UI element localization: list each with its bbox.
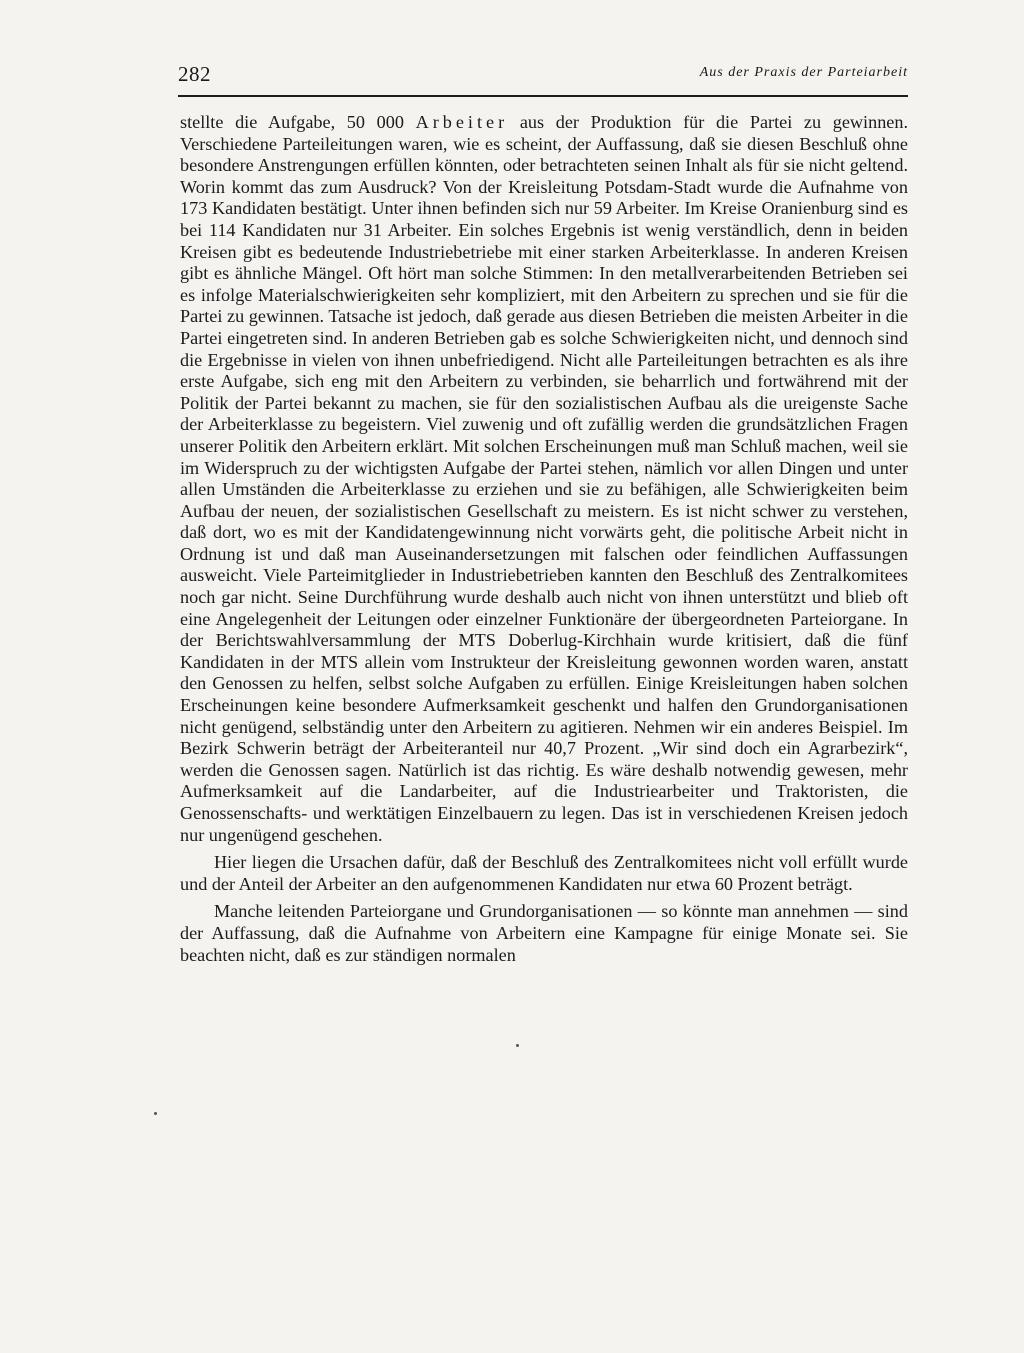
print-speck [154,1112,157,1115]
paragraph-1-lead: stellte die Aufgabe, 50 000 [180,112,416,132]
paragraph-1 [180,112,908,846]
page-header [178,62,908,86]
paragraph-1-rest: aus der Produktion für die Partei zu gewinnen. Verschiedene Parteileitungen waren, wie es scheint, der Auffassung, daß sie diesen Beschluß ohne besondere Anstrengungen erfüllen könnten, oder betrachteten seinen Inhalt als für sie nicht geltend. Worin kommt das zum Ausdruck? Von der Kreisleitung Potsdam-Stadt wurde die Aufnahme von 173 Kandidaten bestätigt. Unter ihnen befinden sich nur 59 Arbeiter. Im Kreise Oranienburg sind es bei 114 Kandidaten nur 31 Arbeiter. Ein solches Ergebnis ist wenig verständlich, denn in beiden Kreisen gibt es bedeutende Industriebetriebe mit einer starken Arbeiterklasse. In anderen Kreisen gibt es ähnliche Mängel. Oft hört man solche Stimmen: In den metallverarbeitenden Betrieben sei es infolge Materialschwierigkeiten sehr kompliziert, mit den Arbeitern zu sprechen und sie für die Partei zu gewinnen. Tatsache ist jedoch, daß gerade aus diesen Betrieben die meisten Arbeiter in die Partei eingetreten sind. In anderen Betrieben gab es solche Schwierigkeiten nicht, und dennoch sind die Ergebnisse in vielen von ihnen unbefriedigend. Nicht alle Parteileitungen betrachten es als ihre erste Aufgabe, sich eng mit den Arbeitern zu verbinden, sie beharrlich und fortwährend mit der Politik der Partei bekannt zu machen, sie für den sozialistischen Aufbau als die ureigenste Sache der Arbeiterklasse zu begeistern. Viel zuwenig und oft zufällig werden die grundsätzlichen Fragen unserer Politik den Arbeitern erklärt. Mit solchen Erscheinungen muß man Schluß machen, weil sie im Widerspruch zu der wichtigsten Aufgabe der Partei stehen, nämlich vor allen Dingen und unter allen Umständen die Arbeiterklasse zu erziehen und sie zu befähigen, alle Schwierigkeiten beim Aufbau der neuen, der sozialistischen Gesellschaft zu meistern. Es ist nicht schwer zu verstehen, daß dort, wo es mit der Kandidatengewinnung nicht vorwärts geht, die politische Arbeit nicht in Ordnung ist und daß man Auseinandersetzungen mit falschen oder feindlichen Auffassungen ausweicht. Viele Parteimitglieder in Industriebetrieben kannten den Beschluß des Zentralkomitees noch gar nicht. Seine Durchführung wurde deshalb auch nicht von ihnen unterstützt und blieb oft eine Angelegenheit der Leitungen oder einzelner Funktionäre der übergeordneten Parteiorgane. In der Berichtswahlversammlung der MTS Doberlug-Kirchhain wurde kritisiert, daß die fünf Kandidaten in der MTS allein vom Instrukteur der Kreisleitung gewonnen worden waren, anstatt den Genossen zu helfen, selbst solche Aufgaben zu erfüllen. Einige Kreisleitungen haben solchen Erscheinungen keine besondere Aufmerksamkeit geschenkt und halfen den Grundorganisationen nicht genügend, selbständig unter den Arbeitern zu agitieren. Nehmen wir ein anderes Beispiel. Im Bezirk Schwerin beträgt der Arbeiteranteil nur 40,7 Prozent. „Wir sind doch ein Agrarbezirk“, werden die Genossen sagen. Natürlich ist das richtig. Es wäre deshalb notwendig gewesen, mehr Aufmerksamkeit auf die Landarbeiter, auf die Industriearbeiter und Traktoristen, die Genossenschafts- und werktätigen Einzelbauern zu legen. Das ist in verschiedenen Kreisen jedoch nur ungenügend geschehen. [180,112,908,845]
paragraph-2: Hier liegen die Ursachen dafür, daß der Beschluß des Zentralkomitees nicht voll erfüllt wurde und der Anteil der Arbeiter an den aufgenommenen Kandidaten nur etwa 60 Prozent beträgt. [180,852,908,894]
print-speck [516,1044,519,1047]
running-title: Aus der Praxis der Parteiarbeit [699,65,908,80]
emphasized-word: Arbeiter [415,112,509,132]
header-rule [178,95,908,97]
paragraph-3: Manche leitenden Parteiorgane und Grundorganisationen — so könnte man annehmen — sind der Auffassung, daß die Aufnahme von Arbeitern eine Kampagne für einige Monate sei. Sie beachten nicht, daß es zur ständigen normalen [180,901,908,965]
body-text [180,112,908,972]
page-number: 282 [178,62,211,86]
